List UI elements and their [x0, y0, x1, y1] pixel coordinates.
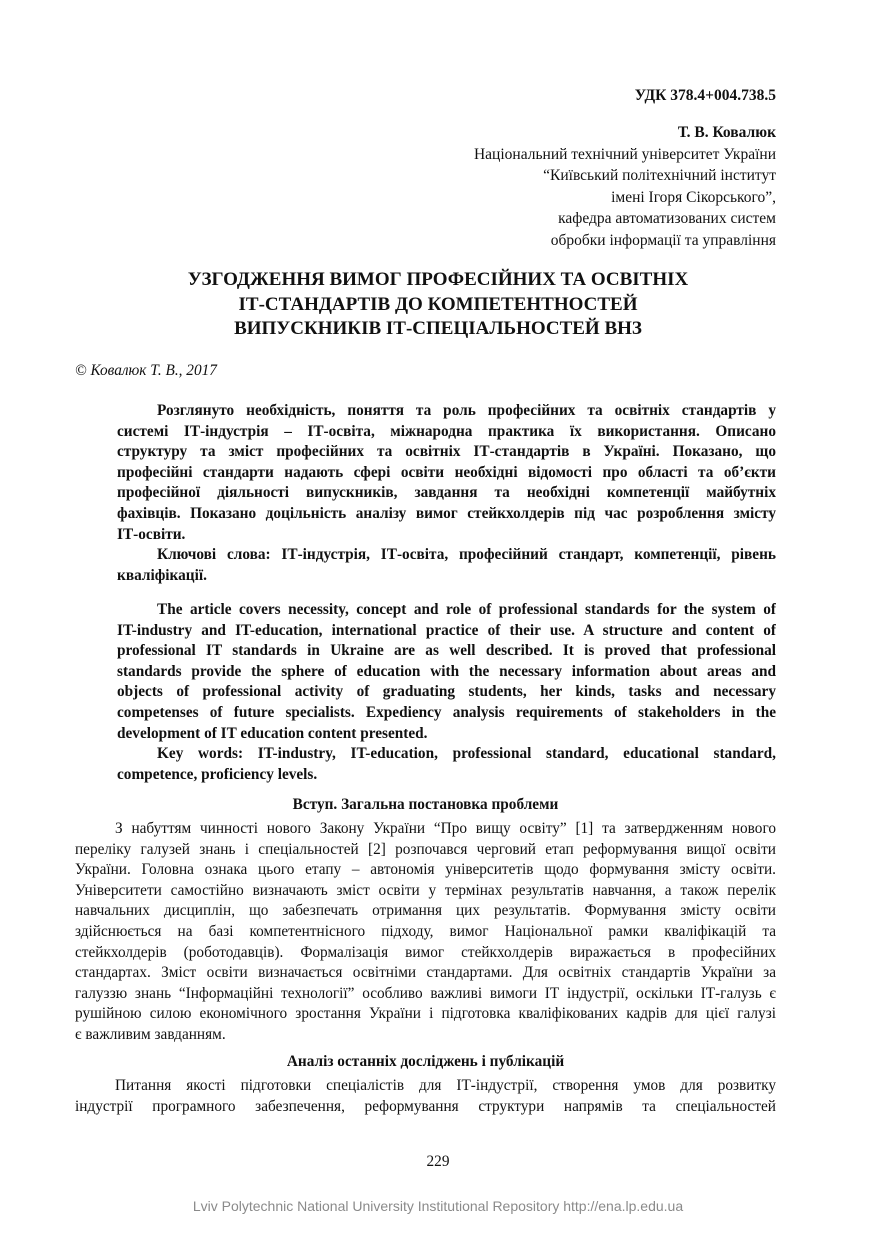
- text-line: здійснюється на базі компетентнісного підходу, вимог Національної рамки кваліфікацій та: [75, 922, 776, 940]
- text-line: переліку галузей знань і спеціальностей [2] розпочався черговий етап реформування вищої освіти: [75, 840, 776, 858]
- text-line: структуру та зміст професійних та освітніх ІТ-стандартів в Україні. Показано, що: [117, 443, 776, 461]
- page-number: 229: [426, 1153, 450, 1170]
- keywords-ukrainian: [117, 545, 776, 586]
- abstract-ukrainian: [117, 401, 776, 545]
- keywords-english: [117, 744, 776, 785]
- repository-footer: Lviv Polytechnic National University Institutional Repository http://ena.lp.edu.ua: [192, 1198, 684, 1214]
- text-line: України. Головна ознака цього етапу – автономія університетів щодо формування змісту освіти.: [75, 861, 776, 879]
- section-intro-body: [75, 819, 776, 1046]
- text-line: кваліфікації.: [117, 566, 207, 584]
- title-line: ВИПУСКНИКІВ ІТ-СПЕЦІАЛЬНОСТЕЙ ВНЗ: [234, 318, 642, 339]
- text-line: competenses of future specialists. Expediency analysis requirements of stakeholders in the: [117, 703, 776, 721]
- affiliation-line: Національний технічний університет України: [473, 145, 776, 163]
- copyright: © Ковалюк Т. В., 2017: [75, 362, 217, 379]
- text-line: objects of professional activity of graduating students, her kinds, tasks and necessary: [117, 683, 776, 701]
- affiliation-line: кафедра автоматизованих систем: [558, 210, 776, 227]
- text-line: галуззю знань “Інформаційні технології” особливо важливі вимоги ІТ індустрії, оскільки ІТ-галузь є: [75, 984, 776, 1002]
- text-line: професійної діяльності випускників, завдання та необхідні компетенції майбутніх: [117, 484, 776, 502]
- text-line: standards provide the sphere of education with the necessary information about areas and: [117, 662, 776, 680]
- text-line: Питання якості підготовки спеціалістів для ІТ-індустрії, створення умов для розвитку: [115, 1077, 776, 1094]
- text-line: фахівців. Показано доцільність аналізу вимог стейкхолдерів під час розроблення змісту: [117, 504, 776, 522]
- article-title: [0, 268, 876, 342]
- section-review-body: [75, 1076, 776, 1117]
- text-line: професійні стандарти надають сфері освіти необхідні відомості про області та об’єкти: [117, 463, 776, 481]
- text-line: навчальних дисциплін, що забезпечать отримання цих результатів. Формування змісту освіти: [75, 902, 776, 920]
- affiliation-line: “Київський політехнічний інститут: [543, 167, 776, 184]
- text-line: ІТ-освіти.: [117, 525, 186, 543]
- text-line: стандартах. Зміст освіти визначається освітніми стандартами. Для освітніх стандартів України за: [75, 964, 776, 982]
- author-name: Т. В. Ковалюк: [677, 124, 776, 141]
- text-line: стейкхолдерів (роботодавців). Формалізація вимог стейкхолдерів виражається в професійних: [75, 943, 776, 961]
- affiliation-line: імені Ігоря Сікорського”,: [611, 188, 776, 206]
- text-line: competence, proficiency levels.: [117, 765, 318, 783]
- text-line: є важливим завданням.: [75, 1025, 226, 1043]
- title-line: УЗГОДЖЕННЯ ВИМОГ ПРОФЕСІЙНИХ ТА ОСВІТНІХ: [187, 269, 689, 290]
- text-line: системі ІТ-індустрія – ІТ-освіта, міжнародна практика їх використання. Описано: [117, 422, 776, 440]
- text-line: IT-industry and IT-education, international practice of their use. A structure and content of: [117, 621, 776, 639]
- udk-code: УДК 378.4+004.738.5: [634, 87, 776, 104]
- text-line: З набуттям чинності нового Закону України “Про вищу освіту” [1] та затвердженням нового: [115, 820, 776, 837]
- affiliation-line: обробки інформації та управління: [550, 231, 776, 249]
- author-block: [474, 122, 776, 251]
- text-line: Університети самостійно визначають зміст освіти у термінах результатів навчання, а також перелік: [75, 881, 776, 899]
- text-line: Ключові слова: ІТ-індустрія, ІТ-освіта, професійний стандарт, компетенції, рівень: [157, 546, 776, 563]
- text-line: development of IT education content presented.: [117, 724, 428, 742]
- text-line: professional IT standards in Ukraine are as well described. It is proved that professional: [117, 642, 776, 660]
- abstract-english: [117, 600, 776, 744]
- text-line: The article covers necessity, concept and role of professional standards for the system of: [157, 601, 776, 618]
- text-line: Key words: IT-industry, IT-education, professional standard, educational standard,: [157, 745, 776, 762]
- section-heading-intro: Вступ. Загальна постановка проблеми: [292, 796, 559, 813]
- section-heading-review: Аналіз останніх досліджень і публікацій: [286, 1053, 565, 1070]
- text-line: Розглянуто необхідність, поняття та роль професійних та освітніх стандартів у: [157, 402, 776, 419]
- text-line: рушійною силою економічного зростання України і підготовка кваліфікованих кадрів для цієї галузі: [75, 1005, 776, 1023]
- text-line: індустрії програмного забезпечення, реформування структури напрямів та спеціальностей: [75, 1097, 776, 1115]
- title-line: ІТ-СТАНДАРТІВ ДО КОМПЕТЕНТНОСТЕЙ: [238, 293, 638, 315]
